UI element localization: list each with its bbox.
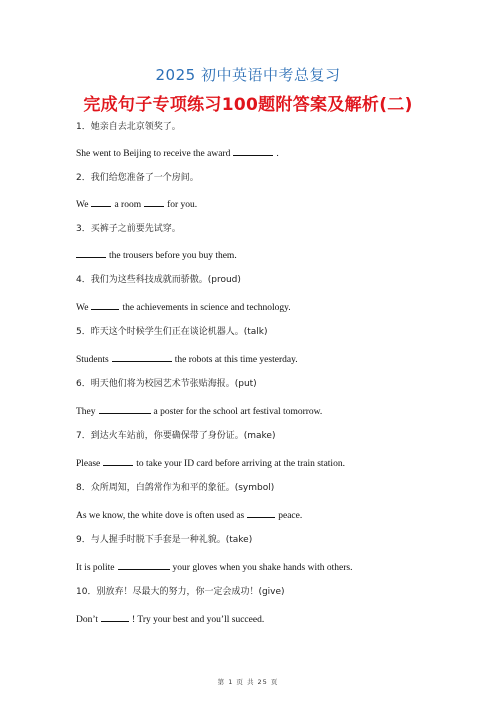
question-3-english [76, 248, 436, 263]
question-8-english [76, 508, 436, 523]
question-2-english [76, 197, 436, 212]
question-10-text-after: ! Try your best and you’ll succeed. [132, 615, 265, 625]
question-5-english [76, 352, 436, 367]
question-4-chinese: 4．我们为这些科技成就而骄傲。(proud) [76, 275, 241, 285]
question-2-text-before: We [76, 200, 89, 210]
question-4-text-before: We [76, 303, 89, 313]
question-5-chinese: 5．昨天这个时候学生们正在谈论机器人。(talk) [76, 327, 268, 337]
question-3-chinese: 3．买裤子之前要先试穿。 [76, 224, 181, 234]
question-9-english [76, 560, 436, 575]
question-9-chinese: 9．与人握手时脱下手套是一种礼貌。(take) [76, 535, 253, 545]
page-number-footer: 第 1 页 共 25 页 [217, 678, 279, 686]
question-3-blank[interactable] [76, 248, 106, 258]
question-7-text-after: to take your ID card before arriving at the train station. [136, 459, 345, 469]
question-8-blank[interactable] [247, 508, 275, 518]
document-title: 完成句子专项练习100题附答案及解析(二) [83, 95, 413, 115]
question-3-text-after: the trousers before you buy them. [109, 251, 237, 261]
question-1-english [76, 146, 436, 161]
question-4-blank[interactable] [91, 300, 119, 310]
question-7-english [76, 456, 436, 471]
question-5-blank[interactable] [112, 352, 172, 362]
question-1-text-after: . [276, 149, 279, 159]
question-6-chinese: 6．明天他们将为校园艺术节张贴海报。(put) [76, 379, 257, 389]
question-1-chinese: 1．她亲自去北京领奖了。 [76, 122, 181, 132]
question-1-blank[interactable] [233, 146, 273, 156]
question-10-english [76, 612, 436, 627]
question-2-blank-2[interactable] [144, 197, 164, 207]
question-9-text-after: your gloves when you shake hands with others. [172, 563, 353, 573]
question-1-text-before: She went to Beijing to receive the award [76, 149, 231, 159]
question-5-text-after: the robots at this time yesterday. [174, 355, 298, 365]
question-6-text-before: They [76, 407, 96, 417]
question-2-text-mid: a room [114, 200, 142, 210]
question-10-chinese: 10．别放弃！尽最大的努力，你一定会成功！(give) [76, 587, 285, 597]
question-6-text-after: a poster for the school art festival tomorrow. [153, 407, 323, 417]
question-8-text-before: As we know, the white dove is often used as [76, 511, 245, 521]
question-2-chinese: 2．我们给您准备了一个房间。 [76, 173, 199, 183]
question-2-blank-1[interactable] [91, 197, 111, 207]
question-4-text-after: the achievements in science and technology. [122, 303, 291, 313]
question-7-text-before: Please [76, 459, 101, 469]
question-9-blank[interactable] [118, 560, 170, 570]
question-7-blank[interactable] [103, 456, 133, 466]
question-5-text-before: Students [76, 355, 109, 365]
question-6-blank[interactable] [99, 404, 151, 414]
document-subtitle: 2025 初中英语中考总复习 [155, 66, 341, 84]
question-4-english [76, 300, 436, 315]
question-10-text-before: Don’t [76, 615, 98, 625]
question-6-english [76, 404, 436, 419]
question-8-chinese: 8．众所周知，白鸽常作为和平的象征。(symbol) [76, 483, 275, 493]
question-9-text-before: It is polite [76, 563, 115, 573]
question-7-chinese: 7．到达火车站前，你要确保带了身份证。(make) [76, 431, 276, 441]
question-8-text-after: peace. [278, 511, 303, 521]
question-2-text-after: for you. [167, 200, 198, 210]
question-10-blank[interactable] [101, 612, 129, 622]
